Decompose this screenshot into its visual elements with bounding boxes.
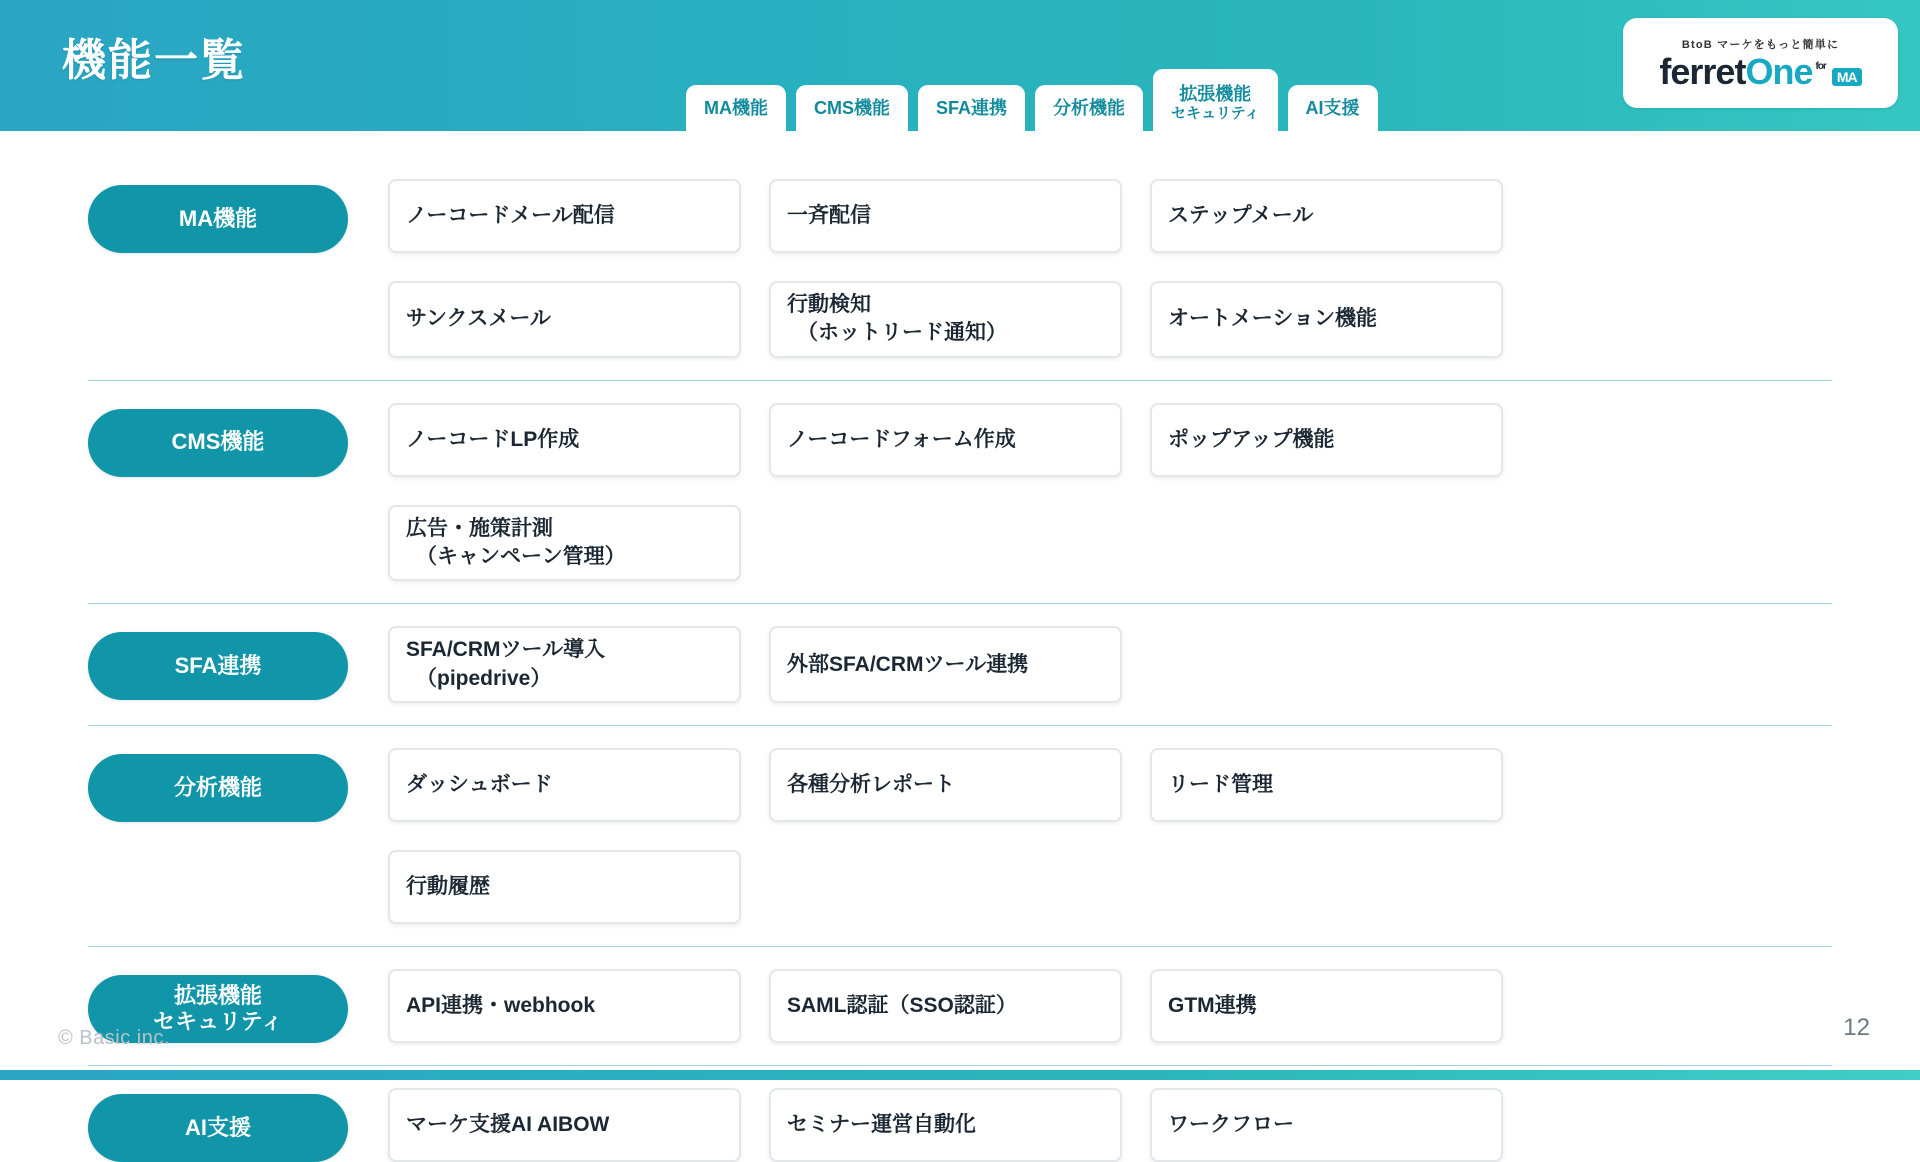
feature-cell-label: ワークフロー [1168,1112,1294,1136]
feature-cell[interactable] [769,403,1122,477]
feature-cell-label-multiline [406,636,605,693]
feature-cell-label: ノーコードメール配信 [406,203,615,227]
tab-sfa[interactable] [918,85,1025,131]
tab-extension-label: 拡張機能 [1179,84,1252,105]
feature-cell[interactable] [769,748,1122,822]
category-pill-ai-label: AI支援 [184,1114,251,1140]
tab-ma[interactable] [686,85,786,131]
logo-tagline: BtoB マーケをもっと簡単に [1681,39,1840,51]
feature-cell-label: 一斉配信 [787,203,871,227]
feature-cell-sublabel: （pipedrive） [416,666,552,690]
tab-cms[interactable] [796,85,908,131]
feature-cell[interactable] [388,403,741,477]
feature-cell-label: 外部SFA/CRMツール連携 [787,652,1029,676]
footer-accent-bar [0,1070,1920,1080]
tab-sfa-label: SFA連携 [936,97,1008,118]
feature-cell-label-multiline [406,515,626,572]
row-divider [88,1065,1832,1066]
feature-cell-label: 行動検知 [787,293,871,316]
logo-ma-badge: MA [1832,68,1862,86]
feature-cell[interactable] [388,626,741,703]
row-divider [88,603,1832,604]
feature-cells-sfa [388,626,1832,703]
feature-cell[interactable] [388,179,741,253]
feature-cell-label: ノーコードLP作成 [406,427,580,451]
row-divider [88,380,1832,381]
category-pill-sfa-label: SFA連携 [174,653,262,679]
category-pill-analytics-label: 分析機能 [173,774,262,800]
feature-cell-label: リード管理 [1168,772,1273,796]
copyright-text: © Basic inc. [58,1027,170,1049]
feature-cell[interactable] [1150,748,1503,822]
feature-cell[interactable] [388,969,741,1043]
category-pill-cms [88,409,348,477]
tab-analytics-label: 分析機能 [1053,97,1126,118]
feature-cell[interactable] [1150,1088,1503,1162]
feature-cell[interactable] [388,748,741,822]
tab-cms-label: CMS機能 [814,97,890,118]
feature-cell-label: ポップアップ機能 [1168,427,1335,451]
category-pill-analytics [88,754,348,822]
feature-cells-ai [388,1088,1832,1162]
logo-name-one: One [1745,51,1813,92]
feature-cell-label-multiline [787,291,1007,348]
category-pill-extension-sublabel: セキュリティ [153,1009,283,1035]
feature-cell[interactable] [1150,403,1503,477]
logo-for-label: for [1815,61,1826,72]
feature-row-sfa [0,626,1920,703]
tab-analytics[interactable] [1035,85,1143,131]
feature-row-extension [0,969,1920,1043]
category-pill-ma-label: MA機能 [178,205,258,231]
category-pill-ma [88,185,348,253]
feature-table [0,179,1920,1162]
feature-cell-label: オートメーション機能 [1168,307,1377,331]
tab-ai-support[interactable] [1288,85,1378,131]
feature-cell-label: ステップメール [1168,203,1314,227]
feature-cell[interactable] [769,1088,1122,1162]
feature-row-cms [0,403,1920,582]
feature-cell[interactable] [388,281,741,358]
feature-cell[interactable] [388,850,741,924]
feature-cell[interactable] [1150,969,1503,1043]
row-divider [88,946,1832,947]
category-pill-ai [88,1094,348,1162]
page-number: 12 [1843,1014,1870,1041]
feature-cell-sublabel: （キャンペーン管理） [416,545,626,569]
feature-row-ma [0,179,1920,358]
category-pill-cms-label: CMS機能 [171,429,265,455]
ferret-one-logo [1623,18,1898,108]
feature-cell-label: ダッシュボード [406,772,553,796]
tab-ma-label: MA機能 [704,97,768,118]
logo-name-ferret: ferret [1659,51,1746,92]
feature-cell-label: SAML認証（SSO認証） [787,993,1017,1017]
feature-cell-label: 各種分析レポート [787,772,955,796]
tab-extension-sublabel: セキュリティ [1171,104,1260,122]
feature-cell[interactable] [388,1088,741,1162]
feature-cell-label: 広告・施策計測 [406,516,553,540]
slide-body [0,179,1920,1162]
category-pill-extension-label: 拡張機能 [173,982,262,1008]
feature-cell[interactable] [769,179,1122,253]
feature-cell-label: API連携・webhook [406,993,596,1017]
feature-cell-label: マーケ支援AI AIBOW [406,1112,610,1136]
tab-ai-support-label: AI支援 [1305,97,1360,118]
feature-cell-label: GTM連携 [1168,993,1257,1017]
feature-cells-extension [388,969,1832,1043]
feature-cell[interactable] [388,505,741,582]
row-divider [88,725,1832,726]
feature-cells-analytics [388,748,1832,924]
feature-cell-label: サンクスメール [406,307,551,331]
feature-cell-label: ノーコードフォーム作成 [787,427,1016,451]
page-title: 機能一覧 [62,36,246,85]
feature-cell-label: 行動履歴 [406,874,490,898]
slide-header [0,0,1920,131]
logo-wordmark [1659,51,1861,92]
tab-extension-security[interactable] [1153,69,1278,131]
feature-cell[interactable] [769,281,1122,358]
feature-cell-sublabel: （ホットリード通知） [797,321,1007,345]
feature-cell[interactable] [769,969,1122,1043]
feature-cell[interactable] [1150,179,1503,253]
feature-cell[interactable] [769,626,1122,703]
feature-cells-cms [388,403,1832,582]
feature-cell[interactable] [1150,281,1503,358]
feature-cells-ma [388,179,1832,358]
feature-cell-label: SFA/CRMツール導入 [406,638,606,662]
feature-row-analytics [0,748,1920,924]
feature-row-ai [0,1088,1920,1162]
header-tab-list [686,69,1378,131]
feature-cell-label: セミナー運営自動化 [787,1112,976,1136]
category-pill-sfa [88,632,348,700]
